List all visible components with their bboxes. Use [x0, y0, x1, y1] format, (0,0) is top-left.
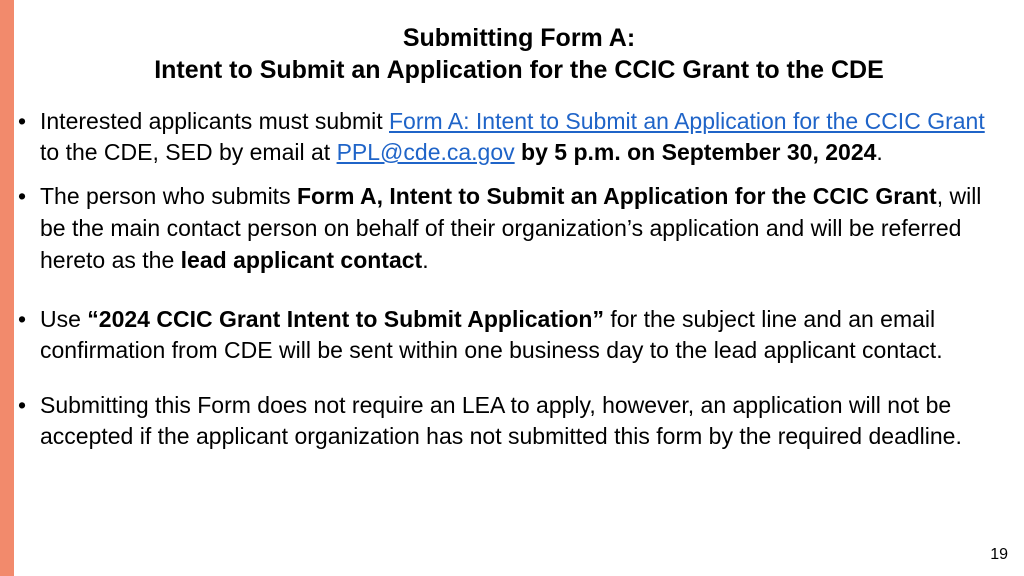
bullet-text: for the subject line and an email confirmation from CDE will be sent within one business day to the lead applicant contact. [40, 306, 943, 363]
form-name-text: Form A, Intent to Submit an Application for the CCIC Grant [296, 183, 937, 209]
bullet-text: Use [40, 306, 88, 332]
slide-title [14, 22, 1024, 86]
bullet-dot: • [18, 392, 27, 418]
email-link[interactable]: PPL@cde.ca.gov [336, 139, 515, 165]
lead-applicant-text: lead applicant contact [180, 247, 423, 273]
bullet-list [18, 106, 993, 452]
bullet-text: , will be the main contact person on behalf of their organization’s application and will be referred hereto as the [40, 183, 982, 273]
bullet-dot: • [18, 183, 27, 209]
bullet-item-subject-line [18, 304, 993, 366]
bullet-text: The person who submits [40, 183, 297, 209]
form-a-link[interactable]: Form A: Intent to Submit an Application for the CCIC Grant [389, 108, 985, 134]
title-line-2: Intent to Submit an Application for the CCIC Grant to the CDE [154, 56, 884, 84]
deadline-text: by 5 p.m. on September 30, 2024 [521, 139, 877, 165]
bullet-text: Submitting this Form does not require an LEA to apply, however, an application will not be accepted if the applicant organization has not submitted this form by the required deadline. [40, 392, 962, 449]
bullet-text: . [876, 139, 883, 165]
bullet-item-contact [18, 180, 993, 276]
bullet-item-submission [18, 106, 993, 168]
page-number: 19 [990, 546, 1008, 563]
bullet-dot: • [18, 108, 27, 134]
accent-side-bar [0, 0, 14, 576]
subject-line-text: “2024 CCIC Grant Intent to Submit Application” [87, 306, 604, 332]
bullet-text: . [422, 247, 429, 273]
bullet-text: to the CDE, SED by email at [40, 139, 337, 165]
bullet-text: Interested applicants must submit [40, 108, 389, 134]
bullet-dot: • [18, 306, 27, 332]
title-line-1: Submitting Form A: [402, 24, 636, 52]
bullet-item-lea [18, 390, 993, 452]
